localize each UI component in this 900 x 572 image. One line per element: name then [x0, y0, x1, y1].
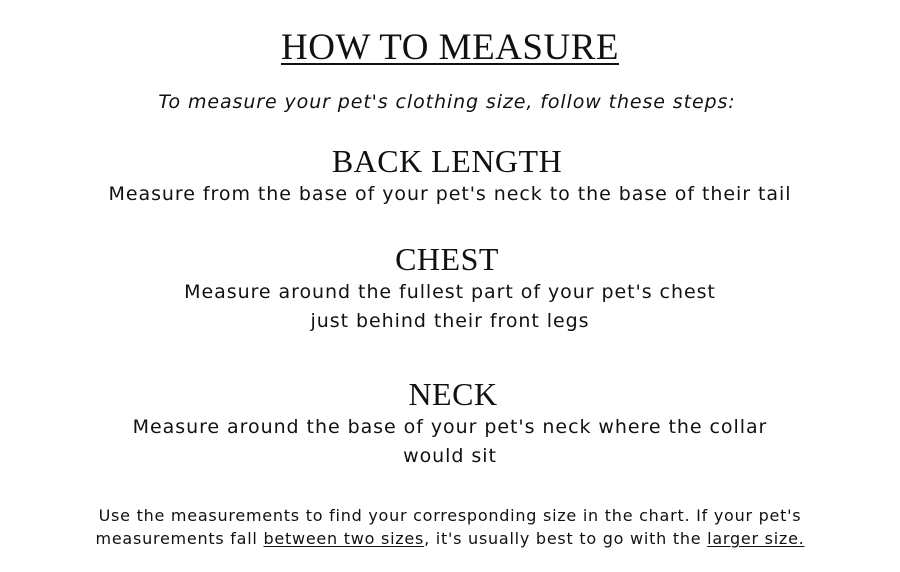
chest-line-1: Measure around the fullest part of your pet's chest [184, 281, 716, 303]
size-note-text-b: , it's usually best to go with the [424, 529, 708, 548]
larger-size-link[interactable]: larger size. [707, 529, 805, 548]
chest-line-2: just behind their front legs [310, 310, 590, 332]
back-length-line-1: Measure from the base of your pet's neck to the base of their tail [108, 183, 792, 205]
chest-instructions [0, 278, 900, 336]
neck-instructions [0, 413, 900, 471]
chest-heading: CHEST [395, 241, 499, 277]
neck-heading: NECK [408, 376, 498, 412]
size-note-line-1: Use the measurements to find your corresponding size in the chart. If your pet's [98, 506, 802, 525]
neck-line-2: would sit [403, 445, 497, 467]
between-two-sizes-link[interactable]: between two sizes [263, 529, 425, 548]
size-note-line-2 [0, 527, 900, 550]
page-subtitle: To measure your pet's clothing size, follow these steps: [158, 91, 736, 113]
back-length-instructions [0, 180, 900, 209]
page-title: HOW TO MEASURE [281, 27, 619, 68]
size-note [0, 504, 900, 550]
neck-line-1: Measure around the base of your pet's neck where the collar [132, 416, 768, 438]
size-note-text-a: measurements fall [95, 529, 264, 548]
back-length-heading: BACK LENGTH [331, 143, 563, 179]
